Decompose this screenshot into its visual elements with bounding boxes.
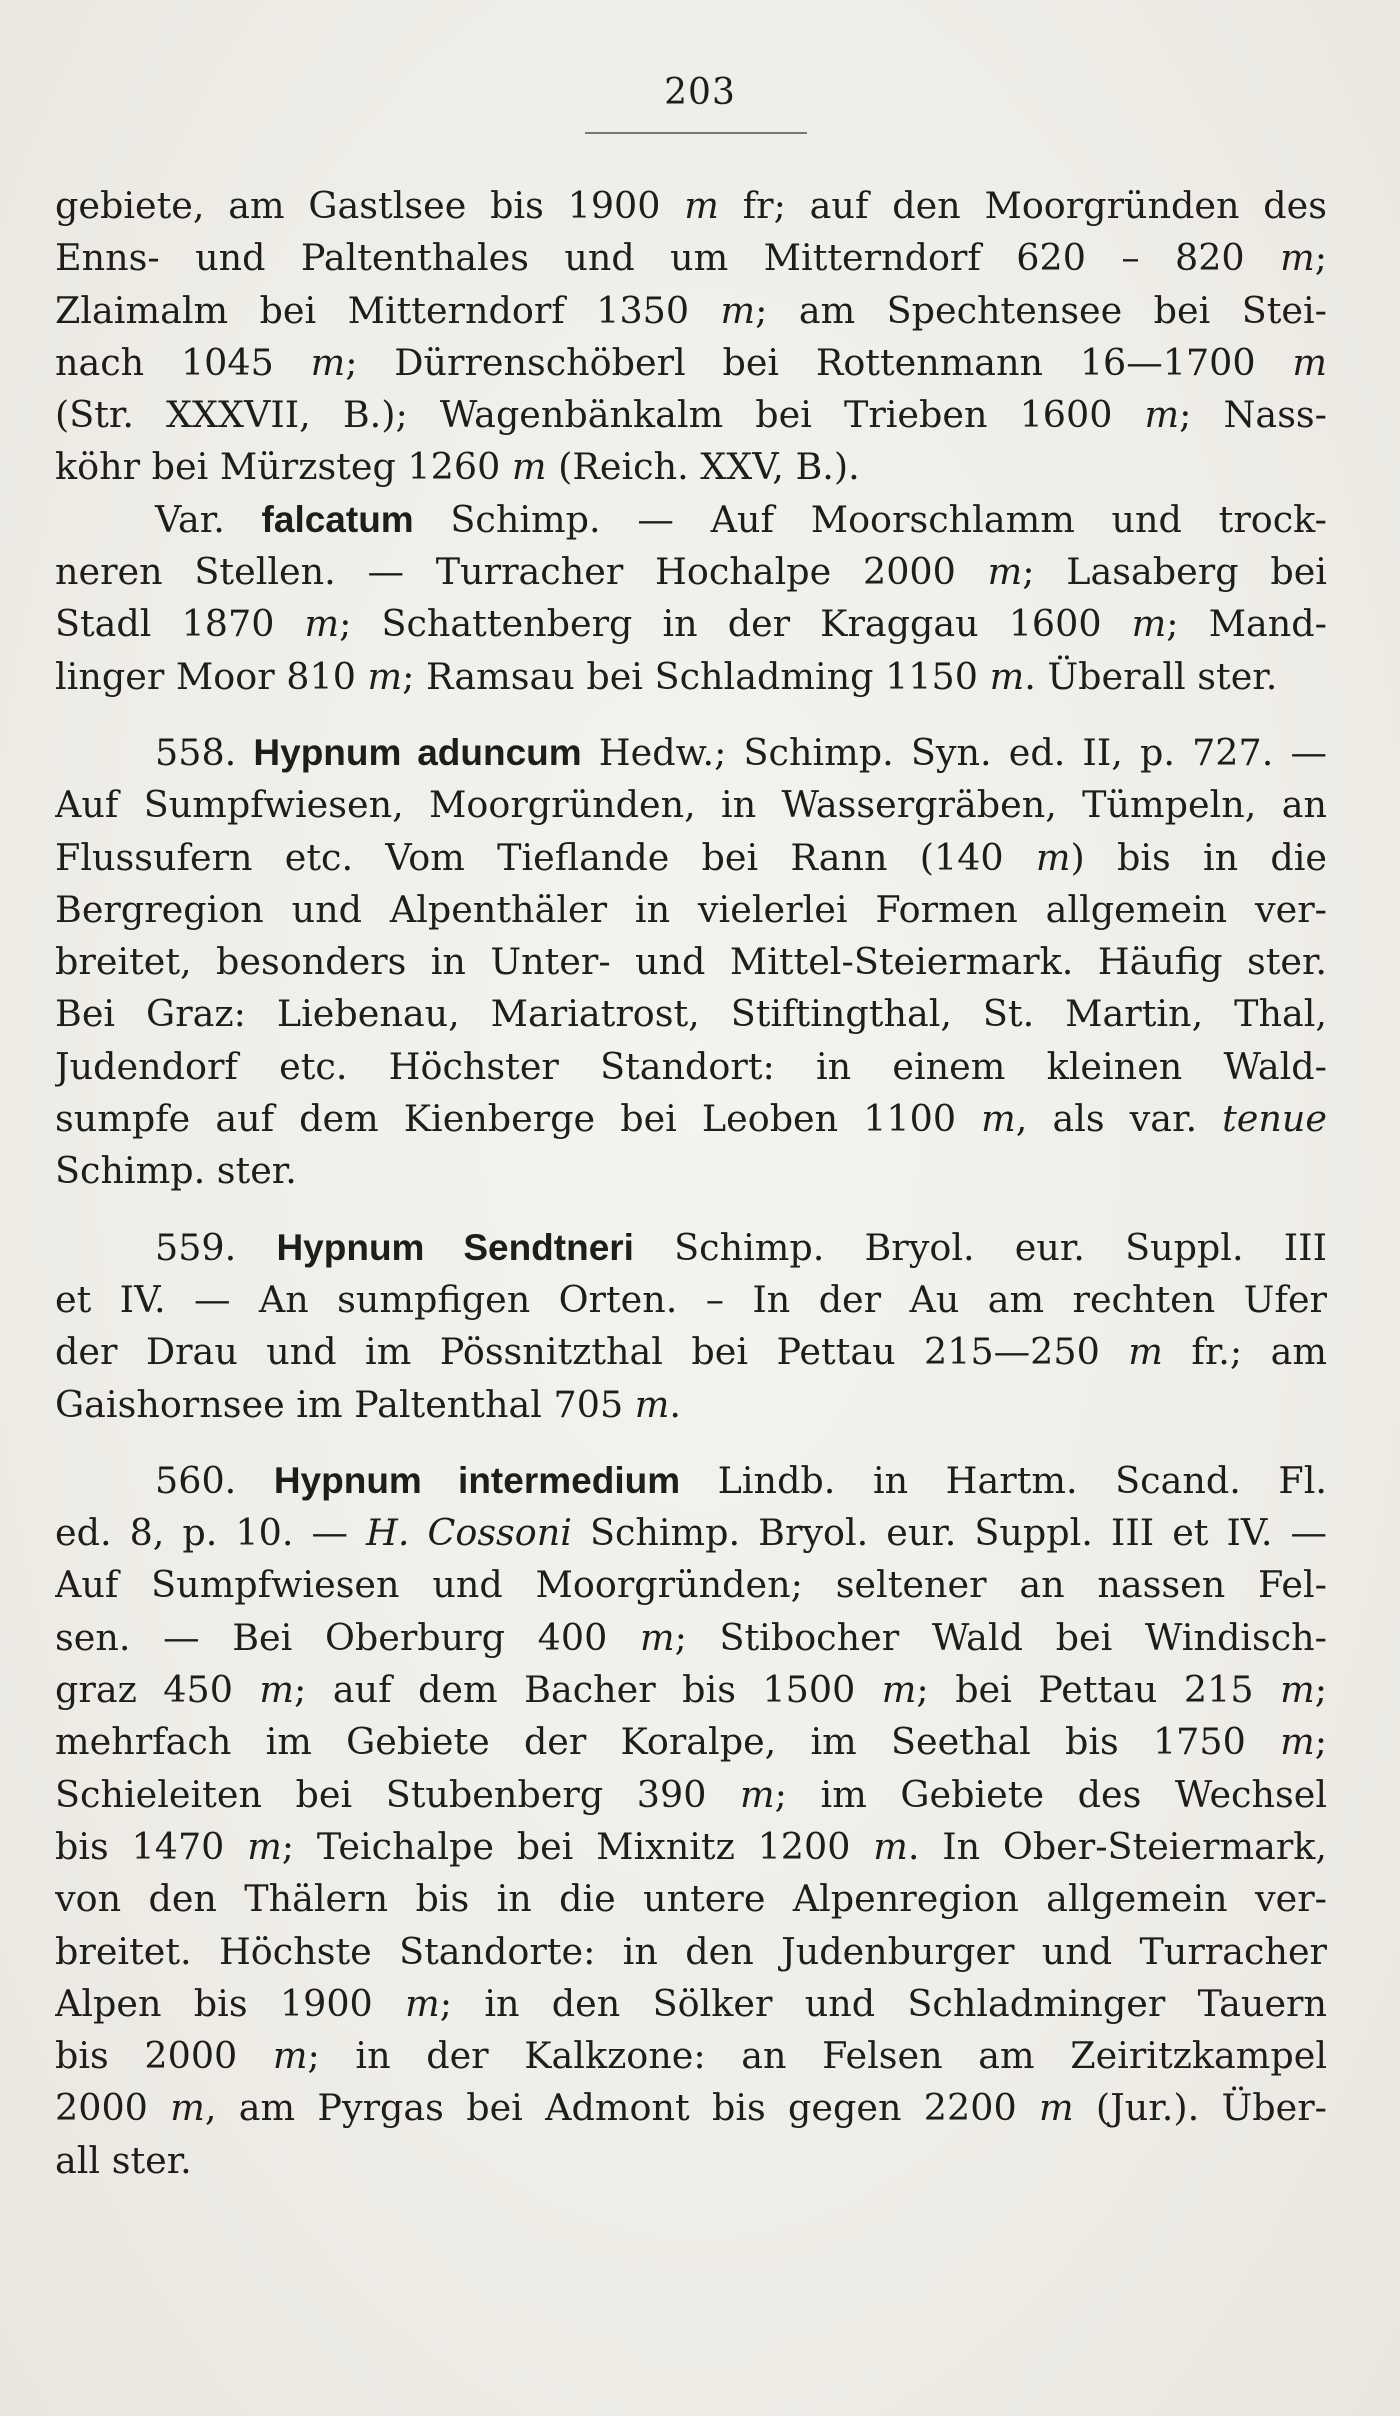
text-segment: ; im Gebiete des Wechsel: [774, 1772, 1327, 1816]
page-number: 203: [664, 72, 736, 113]
text-segment: neren Stellen. — Turracher Hochalpe 2000: [55, 550, 988, 594]
header-rule: [585, 132, 807, 134]
text-line: [55, 1873, 1327, 1925]
text-line: [55, 1559, 1327, 1611]
text-line: [55, 1664, 1327, 1716]
paragraph-continuation: [55, 180, 1327, 494]
text-line: [55, 1379, 1327, 1431]
text-segment: ; in den Sölker und Schladminger Tauern: [439, 1981, 1327, 2025]
text-segment: et IV. — An sumpfigen Orten. – In der Au am rechten Ufer: [55, 1277, 1327, 1321]
text-segment: 560.: [155, 1458, 274, 1502]
text-line: [55, 1926, 1327, 1978]
text-segment: ; Ramsau bei Schladming 1150: [402, 654, 990, 698]
italic-text: m: [639, 1615, 675, 1659]
text-line: [55, 936, 1327, 988]
text-segment: Lindb. in Hartm. Scand. Fl.: [680, 1458, 1327, 1502]
italic-text: m: [1280, 236, 1315, 280]
italic-text: m: [720, 288, 756, 332]
text-segment: der Drau und im Pössnitzthal bei Pettau 215—250: [55, 1330, 1129, 1374]
text-segment: Flussufern etc. Vom Tieflande bei Rann (140: [55, 835, 1036, 879]
italic-text: m: [873, 1824, 908, 1868]
italic-text: m: [1280, 1668, 1315, 1712]
species-name: Hypnum Sendtneri: [276, 1226, 634, 1268]
text-body: [55, 180, 1327, 2187]
text-line: [55, 1222, 1327, 1274]
italic-text: m: [367, 654, 403, 698]
text-line: [55, 1274, 1327, 1326]
italic-text: m: [170, 2086, 205, 2130]
italic-text: m: [881, 1668, 917, 1712]
text-segment: Schimp. ster.: [55, 1149, 297, 1193]
text-segment: Hedw.; Schimp. Syn. ed. II, p. 727. —: [581, 730, 1327, 774]
text-line: [55, 1041, 1327, 1093]
italic-text: m: [1280, 1720, 1315, 1764]
text-segment: graz 450: [55, 1668, 260, 1712]
text-line: [55, 1326, 1327, 1378]
text-segment: 2000: [55, 2086, 171, 2130]
paragraph-var-falcatum: [55, 494, 1327, 703]
paragraph-gap: [55, 703, 1327, 727]
text-segment: ) bis in die: [1070, 835, 1327, 879]
text-segment: (Jur.). Über-: [1073, 2086, 1327, 2130]
paragraph-gap: [55, 1431, 1327, 1455]
text-line: [55, 779, 1327, 831]
italic-text: m: [634, 1382, 670, 1426]
italic-text: m: [1038, 2086, 1074, 2130]
text-line: [55, 1612, 1327, 1664]
text-segment: 558.: [155, 730, 254, 774]
italic-text: m: [405, 1981, 440, 2025]
text-line: [55, 546, 1327, 598]
text-segment: bis 1470: [55, 1824, 248, 1868]
text-line: [55, 884, 1327, 936]
text-segment: Gaishornsee im Paltenthal 705: [55, 1382, 635, 1426]
text-segment: , am Pyrgas bei Admont bis gegen 2200: [204, 2086, 1039, 2130]
text-segment: . Überall ster.: [1024, 654, 1278, 698]
italic-text: m: [1144, 393, 1180, 437]
text-line: [55, 1145, 1327, 1197]
text-segment: breitet. Höchste Standorte: in den Judenburger und Turracher: [55, 1929, 1327, 1973]
text-line: [55, 180, 1327, 232]
text-segment: Schimp. Bryol. eur. Suppl. III: [633, 1225, 1327, 1269]
text-segment: (Reich. XXV, B.).: [546, 445, 860, 489]
text-segment: Auf Sumpfwiesen und Moorgründen; seltener an nassen Fel-: [55, 1563, 1327, 1607]
italic-text: m: [1131, 602, 1167, 646]
paragraph-560-hypnum-intermedium: [55, 1455, 1327, 2187]
text-segment: ; Nass-: [1179, 393, 1327, 437]
text-segment: ; am Spechtensee bei Stei-: [755, 288, 1327, 332]
species-name: falcatum: [261, 498, 414, 540]
text-segment: Schimp. Bryol. eur. Suppl. III et IV. —: [571, 1511, 1327, 1555]
text-segment: Zlaimalm bei Mitterndorf 1350: [55, 288, 721, 332]
text-segment: ; Schattenberg in der Kraggau 1600: [339, 602, 1132, 646]
italic-text: m: [989, 654, 1025, 698]
italic-text: m: [310, 340, 346, 384]
text-segment: ;: [1314, 1720, 1327, 1764]
text-line: [55, 1455, 1327, 1507]
text-line: [55, 1978, 1327, 2030]
text-segment: linger Moor 810: [55, 654, 368, 698]
text-segment: . In Ober-Steiermark,: [907, 1824, 1327, 1868]
text-segment: ; in der Kalkzone: an Felsen am Zeiritzkampel: [307, 2034, 1327, 2078]
italic-text: m: [1292, 340, 1327, 384]
text-segment: Schieleiten bei Stubenberg 390: [55, 1772, 741, 1816]
text-segment: fr.; am: [1162, 1330, 1327, 1374]
text-segment: Enns- und Paltenthales und um Mitterndorf 620 – 820: [55, 236, 1281, 280]
text-line: [55, 494, 1327, 546]
text-line: [55, 389, 1327, 441]
text-segment: sumpfe auf dem Kienberge bei Leoben 1100: [55, 1097, 982, 1141]
text-line: [55, 232, 1327, 284]
italic-text: m: [981, 1097, 1016, 1141]
text-segment: gebiete, am Gastlsee bis 1900: [55, 184, 685, 227]
text-segment: mehrfach im Gebiete der Koralpe, im Seethal bis 1750: [55, 1720, 1281, 1764]
text-segment: , als var.: [1015, 1097, 1223, 1141]
text-line: [55, 1716, 1327, 1768]
text-segment: nach 1045: [55, 340, 311, 384]
italic-text: m: [247, 1824, 282, 1868]
text-segment: Auf Sumpfwiesen, Moorgründen, in Wassergräben, Tümpeln, an: [55, 783, 1327, 827]
italic-text: m: [1128, 1330, 1163, 1374]
italic-text: m: [1035, 835, 1071, 879]
text-line: [55, 2135, 1327, 2187]
text-segment: ; Lasaberg bei: [1022, 550, 1327, 594]
paragraph-558-hypnum-aduncum: [55, 727, 1327, 1198]
text-line: [55, 988, 1327, 1040]
italic-text: m: [272, 2034, 308, 2078]
text-segment: köhr bei Mürzsteg 1260: [55, 445, 512, 489]
text-segment: von den Thälern bis in die untere Alpenregion allgemein ver-: [55, 1877, 1327, 1921]
text-line: [55, 727, 1327, 779]
text-line: [55, 651, 1327, 703]
text-segment: bis 2000: [55, 2034, 273, 2078]
text-segment: ;: [1314, 1668, 1327, 1712]
text-line: [55, 598, 1327, 650]
text-segment: breitet, besonders in Unter- und Mittel-Steiermark. Häufig ster.: [55, 940, 1327, 984]
text-segment: ; Mand-: [1166, 602, 1327, 646]
text-segment: Var.: [155, 497, 262, 541]
text-segment: (Str. XXXVII, B.); Wagenbänkalm bei Trieben 1600: [55, 393, 1145, 437]
text-segment: Bergregion und Alpenthäler in vielerlei Formen allgemein ver-: [55, 887, 1327, 931]
italic-text: m: [684, 184, 719, 227]
italic-text: m: [304, 602, 340, 646]
species-name: Hypnum intermedium: [273, 1459, 681, 1501]
italic-text: m: [740, 1772, 775, 1816]
text-line: [55, 1769, 1327, 1821]
text-line: [55, 1093, 1327, 1145]
text-line: [55, 1821, 1327, 1873]
text-segment: ; Teichalpe bei Mixnitz 1200: [281, 1824, 874, 1868]
text-line: [55, 2030, 1327, 2082]
text-line: [55, 832, 1327, 884]
text-line: [55, 441, 1327, 493]
italic-text: tenue: [1222, 1097, 1327, 1141]
text-segment: Judendorf etc. Höchster Standort: in einem kleinen Wald-: [55, 1044, 1327, 1088]
species-name: Hypnum aduncum: [253, 731, 582, 773]
text-segment: all ster.: [55, 2138, 192, 2182]
text-segment: ; Stibocher Wald bei Windisch-: [674, 1615, 1327, 1659]
text-segment: ; bei Pettau 215: [916, 1668, 1281, 1712]
text-segment: ; Dürrenschöberl bei Rottenmann 16—1700: [345, 340, 1293, 384]
paragraph-559-hypnum-sendtneri: [55, 1222, 1327, 1431]
italic-text: m: [987, 550, 1023, 594]
text-segment: ;: [1314, 236, 1327, 280]
text-line: [55, 1507, 1327, 1559]
text-segment: Stadl 1870: [55, 602, 305, 646]
text-segment: sen. — Bei Oberburg 400: [55, 1615, 640, 1659]
text-segment: Schimp. — Auf Moorschlamm und trock-: [413, 497, 1327, 541]
italic-text: m: [259, 1668, 295, 1712]
paragraph-gap: [55, 1198, 1327, 1222]
text-segment: ; auf dem Bacher bis 1500: [294, 1668, 882, 1712]
text-line: [55, 337, 1327, 389]
text-line: [55, 2082, 1327, 2134]
text-segment: 559.: [155, 1225, 277, 1269]
text-segment: .: [669, 1382, 682, 1426]
italic-text: m: [511, 445, 547, 489]
text-segment: Bei Graz: Liebenau, Mariatrost, Stiftingthal, St. Martin, Thal,: [55, 992, 1327, 1036]
text-segment: Alpen bis 1900: [55, 1981, 406, 2025]
text-segment: fr; auf den Moorgründen des: [718, 184, 1327, 227]
italic-text: H. Cossoni: [366, 1511, 572, 1555]
text-segment: ed. 8, p. 10. —: [55, 1511, 366, 1555]
text-line: [55, 285, 1327, 337]
